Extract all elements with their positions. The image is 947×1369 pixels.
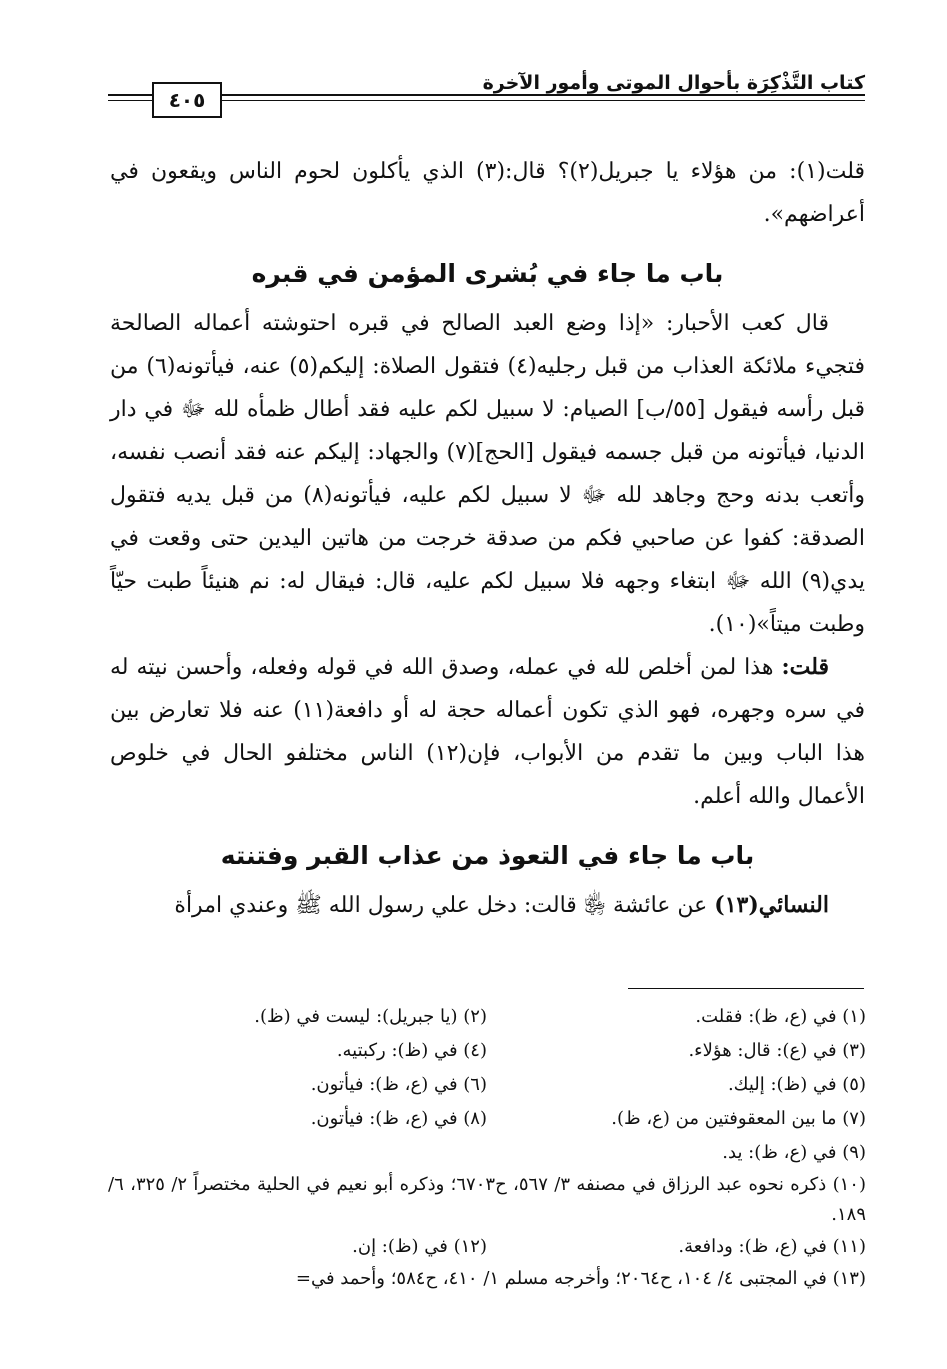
footnote-row (108, 1034, 866, 1068)
section-heading-1: باب ما جاء في بُشرى المؤمن في قبره (251, 259, 724, 288)
footnote-3: (٣) في (ع): قال: هؤلاء. (688, 1040, 866, 1061)
paragraph-4-text: عن عائشة ﵂ قالت: دخل علي رسول الله ﷺ وعندي امرأة (174, 893, 708, 918)
paragraph-3-text: هذا لمن أخلص لله في عمله، وصدق الله في قوله وفعله، وأحسن نيته له في سره وجهره، فهو الذي تكون أعماله حجة له أو دافعة(١١) عنه فلا تعارض بين هذا الباب وبين ما تقدم من الأبواب، فإن(١٢) الناس مختلفو الحال في خلوص الأعمال والله أعلم. (110, 655, 865, 809)
book-title: كتاب التَّذْكِرَة بأحوال الموتى وأمور الآخرة (482, 72, 865, 94)
main-text (110, 150, 865, 927)
footnote-6: (٦) في (ع، ظ): فيأتون. (310, 1074, 487, 1095)
footnote-4: (٤) في (ظ): ركبتيه. (336, 1040, 487, 1061)
paragraph-1: قلت(١): من هؤلاء يا جبريل(٢)؟ قال:(٣) الذي يأكلون لحوم الناس ويقعون في أعراضهم». (110, 159, 866, 227)
running-header (108, 66, 865, 126)
footnote-8: (٨) في (ع، ظ): فيأتون. (310, 1108, 487, 1129)
footnote-row (108, 1170, 866, 1230)
paragraph-3-lead: قلت: (781, 654, 829, 680)
footnote-row (108, 1068, 866, 1102)
footnotes (108, 1000, 866, 1294)
footnote-row (108, 1136, 866, 1170)
paragraph-3 (110, 646, 865, 818)
paragraph-4-lead: النسائي(١٣) (714, 892, 829, 918)
paragraph-2: قال كعب الأحبار: «إذا وضع العبد الصالح في قبره احتوشته أعماله الصالحة فتجيء ملائكة العذاب من قبل رجليه(٤) فتقول الصلاة: إليكم(٥) عنه، فيأتونه(٦) من قبل رأسه فيقول [٥٥/ب] الصيام: لا سبيل لكم عليه فقد أطال ظمأه لله ﷻ في دار الدنيا، فيأتونه من قبل جسمه فيقول [الحج](٧) والجهاد: إليكم عنه فقد أنصب نفسه، وأتعب بدنه وحج وجاهد لله ﷻ لا سبيل لكم عليه، فيأتونه(٨) من قبل يديه فتقول الصدقة: كفوا عن صاحبي فكم من صدقة خرجت من هاتين اليدين حتى وقعت في يدي(٩) الله ﷻ ابتغاء وجهه فلا سبيل لكم عليه، قال: فيقال له: نم هنيئاً طبت حيّاً وطبت ميتاً»(١٠). (110, 311, 866, 637)
footnote-12: (١٢) في (ظ): إن. (352, 1236, 487, 1257)
footnote-row (108, 1102, 866, 1136)
footnote-9: (٩) في (ع، ظ): يد. (722, 1142, 866, 1163)
footnote-1: (١) في (ع، ظ): فقلت. (695, 1006, 866, 1027)
footnote-separator (628, 988, 864, 989)
footnote-row (108, 1264, 866, 1294)
section-heading-2: باب ما جاء في التعوذ من عذاب القبر وفتنته (220, 841, 755, 870)
footnote-11: (١١) في (ع، ظ): ودافعة. (678, 1236, 866, 1257)
page-number: ٤٠٥ (152, 82, 222, 118)
footnote-13: (١٣) في المجتبى ٤/ ١٠٤، ح٢٠٦٤؛ وأخرجه مسلم ١/ ٤١٠، ح٥٨٤؛ وأحمد في= (295, 1268, 866, 1289)
footnote-10: (١٠) ذكره نحوه عبد الرزاق في مصنفه ٣/ ٥٦٧، ح٦٧٠٣؛ وذكره أبو نعيم في الحلية مختصراً ٢/ ٣٢٥، ٦/ ١٨٩. (108, 1174, 866, 1225)
footnote-7: (٧) ما بين المعقوفتين من (ع، ظ). (611, 1108, 866, 1129)
footnote-5: (٥) في (ظ): إليك. (727, 1074, 866, 1095)
paragraph-4 (110, 884, 865, 927)
footnote-row (108, 1000, 866, 1034)
footnote-row (108, 1230, 866, 1264)
footnote-2: (٢) (يا جبريل): ليست في (ظ). (254, 1006, 487, 1027)
